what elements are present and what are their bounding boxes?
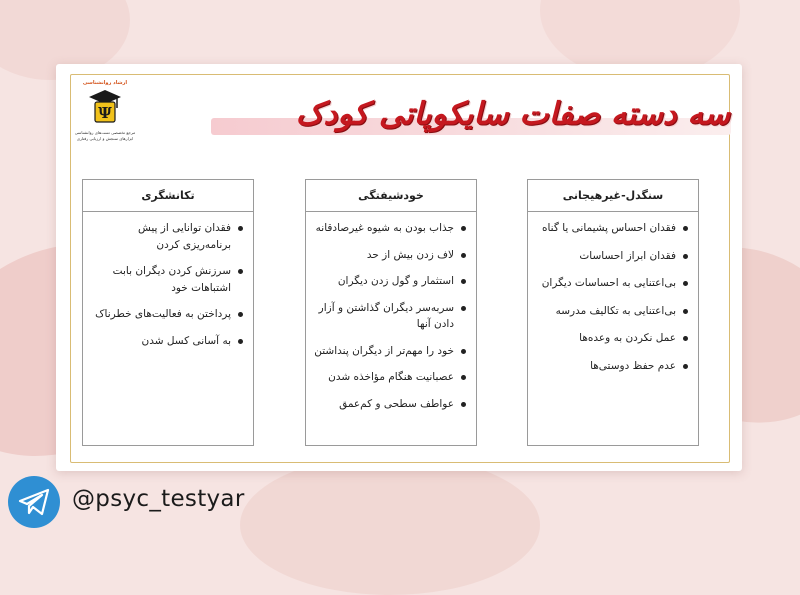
list-item: عدم حفظ دوستی‌ها [534,358,688,375]
list-item: عصبانیت هنگام مؤاخذه شدن [312,369,466,386]
trait-list [306,212,476,412]
list-item: به آسانی کسل شدن [89,333,243,350]
psi-emblem-icon [87,88,123,126]
trait-list [83,212,253,349]
list-item: سرزنش کردن دیگران بابت اشتباهات خود [89,263,243,296]
list-item: بی‌اعتنایی به احساسات دیگران [534,275,688,292]
channel-handle[interactable]: @psyc_testyar [72,486,245,512]
title-area [205,96,742,142]
list-item: عمل نکردن به وعده‌ها [534,330,688,347]
telegram-icon[interactable] [8,476,60,528]
logo-top-text: ارشاد روانشناسی [82,80,128,86]
list-item: فقدان ابراز احساسات [534,248,688,265]
list-item: لاف زدن بیش از حد [312,247,466,264]
column-heading: خودشیفتگی [306,180,476,212]
logo [74,80,136,152]
column-narcissism [305,179,477,446]
list-item: عواطف سطحی و کم‌عمق [312,396,466,413]
list-item: فقدان احساس پشیمانی یا گناه [534,220,688,237]
column-heading: تکانشگری [83,180,253,212]
svg-text:Ψ: Ψ [98,104,112,122]
paper-plane-icon [18,488,50,516]
list-item: استثمار و گول زدن دیگران [312,273,466,290]
list-item: سربه‌سر دیگران گذاشتن و آزار دادن آنها [312,300,466,333]
logo-caption: مرجع تخصصی تست‌های روانشناسی ابزارهای سنجش و ارزیابی رفتاری [74,130,136,141]
background-shape [240,455,540,595]
list-item: خود را مهم‌تر از دیگران پنداشتن [312,343,466,360]
page-title: سه دسته صفات سایکوپاتی کودک [295,96,730,132]
trait-list [528,212,698,374]
list-item: فقدان توانایی از پیش برنامه‌ریزی کردن [89,220,243,253]
column-impulsivity [82,179,254,446]
list-item: جذاب بودن به شیوه غیرصادقانه [312,220,466,237]
column-callous-unemotional [527,179,699,446]
list-item: پرداختن به فعالیت‌های خطرناک [89,306,243,323]
list-item: بی‌اعتنایی به تکالیف مدرسه [534,303,688,320]
column-heading: سنگدل-غیرهیجانی [528,180,698,212]
